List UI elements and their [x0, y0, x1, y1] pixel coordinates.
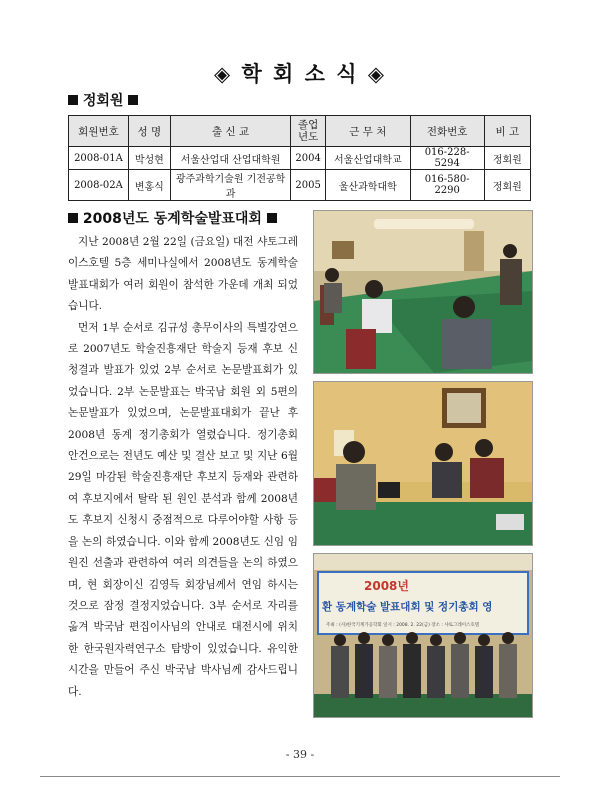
table-cell: 016-580-2290 — [410, 170, 484, 201]
table-cell: 울산과학대학 — [325, 170, 410, 201]
table-cell: 2005 — [291, 170, 326, 201]
table-cell: 서울산업대학교 — [325, 147, 410, 170]
square-bullet-icon — [128, 95, 138, 105]
footer-rule — [40, 776, 560, 777]
table-cell: 016-228-5294 — [410, 147, 484, 170]
banner-title: 환 동계학술 발표대회 및 정기총회 영 — [322, 601, 493, 613]
paragraph: 지난 2008년 2월 22일 (금요일) 대전 샤토그레이스호텔 5층 세미나실에서 2008년도 동계학술발표대회가 여러 회원이 참석한 가운데 개최 되었습니다. — [68, 236, 298, 313]
seminar-photo — [313, 210, 533, 374]
banner-year: 2008년 — [364, 579, 409, 593]
col-header: 졸업 년도 — [291, 116, 326, 147]
table-cell: 정회원 — [484, 147, 530, 170]
col-header: 비 고 — [484, 116, 530, 147]
col-header: 성 명 — [128, 116, 170, 147]
article-body — [68, 232, 298, 703]
page-number: - 39 - — [285, 748, 315, 761]
table-cell: 2008-02A — [69, 170, 129, 201]
table-cell: 광주과학기술원 기전공학과 — [170, 170, 291, 201]
conference-heading-label: 2008년도 동계학술발표대회 — [82, 211, 262, 227]
square-bullet-icon — [267, 213, 277, 223]
table-cell: 박성현 — [128, 147, 170, 170]
col-header: 출 신 교 — [170, 116, 291, 147]
col-header: 근 무 처 — [325, 116, 410, 147]
members-heading — [68, 90, 138, 110]
paragraph: 먼저 1부 순서로 김규성 총무이사의 특별강연으로 2007년도 학술진흥재단 학술지 등재 후보 신청결과 발표가 있었 2부 순서로 논문발표회가 있었습니다. 2부 논문발표는 박국남 회원 외 5편의 논문발표가 있었으며, 논문발표대회가 끝난 후 2008년 동계 정기총회가 열렸습니다. 정기총회 안건으로는 전년도 예산 및 결산 보고 및 지난 6월29일 마감된 학술진흥재단 후보지 등재와 관련하여 후보지에서 탈락 된 원인 분석과 함께 2008년도 후보지 신청시 중점적으로 다루어야할 사항 등을 논의 하였습니다. 이와 함께 2008년도 신임 임원진 선출과 관련하여 여러 의견들을 논의 하였으며, 현 회장이신 김영득 회장님께서 연임 하시는 것으로 잠정 결정지었습니다. 3부 순서로 자리를 옮겨 박국남 편집이사님의 안내로 대전시에 위치한 한국원자력연구소 탐방이 있었습니다. 유익한 시간을 만들어 주신 박국남 박사님께 감사드립니다. — [68, 321, 298, 698]
table-cell: 2004 — [291, 147, 326, 170]
members-table — [68, 115, 531, 201]
conference-heading — [68, 208, 277, 228]
col-header: 회원번호 — [69, 116, 129, 147]
table-cell: 2008-01A — [69, 147, 129, 170]
square-bullet-icon — [68, 213, 78, 223]
banner-subtitle: 주최 : (사)한국기계가공학회 일시 : 2008. 2. 22(금) 장소 : 샤토그레이스호텔 — [326, 623, 480, 628]
square-bullet-icon — [68, 95, 78, 105]
table-row — [69, 170, 531, 201]
col-header: 전화번호 — [410, 116, 484, 147]
table-row — [69, 147, 531, 170]
group-photo — [313, 553, 533, 718]
members-heading-label: 정회원 — [82, 93, 124, 109]
table-header-row — [69, 116, 531, 147]
table-cell: 변홍식 — [128, 170, 170, 201]
meeting-photo — [313, 381, 533, 546]
table-cell: 서울산업대 산업대학원 — [170, 147, 291, 170]
page-title: ◈ 학 회 소 식 ◈ — [214, 62, 386, 86]
table-cell: 정회원 — [484, 170, 530, 201]
